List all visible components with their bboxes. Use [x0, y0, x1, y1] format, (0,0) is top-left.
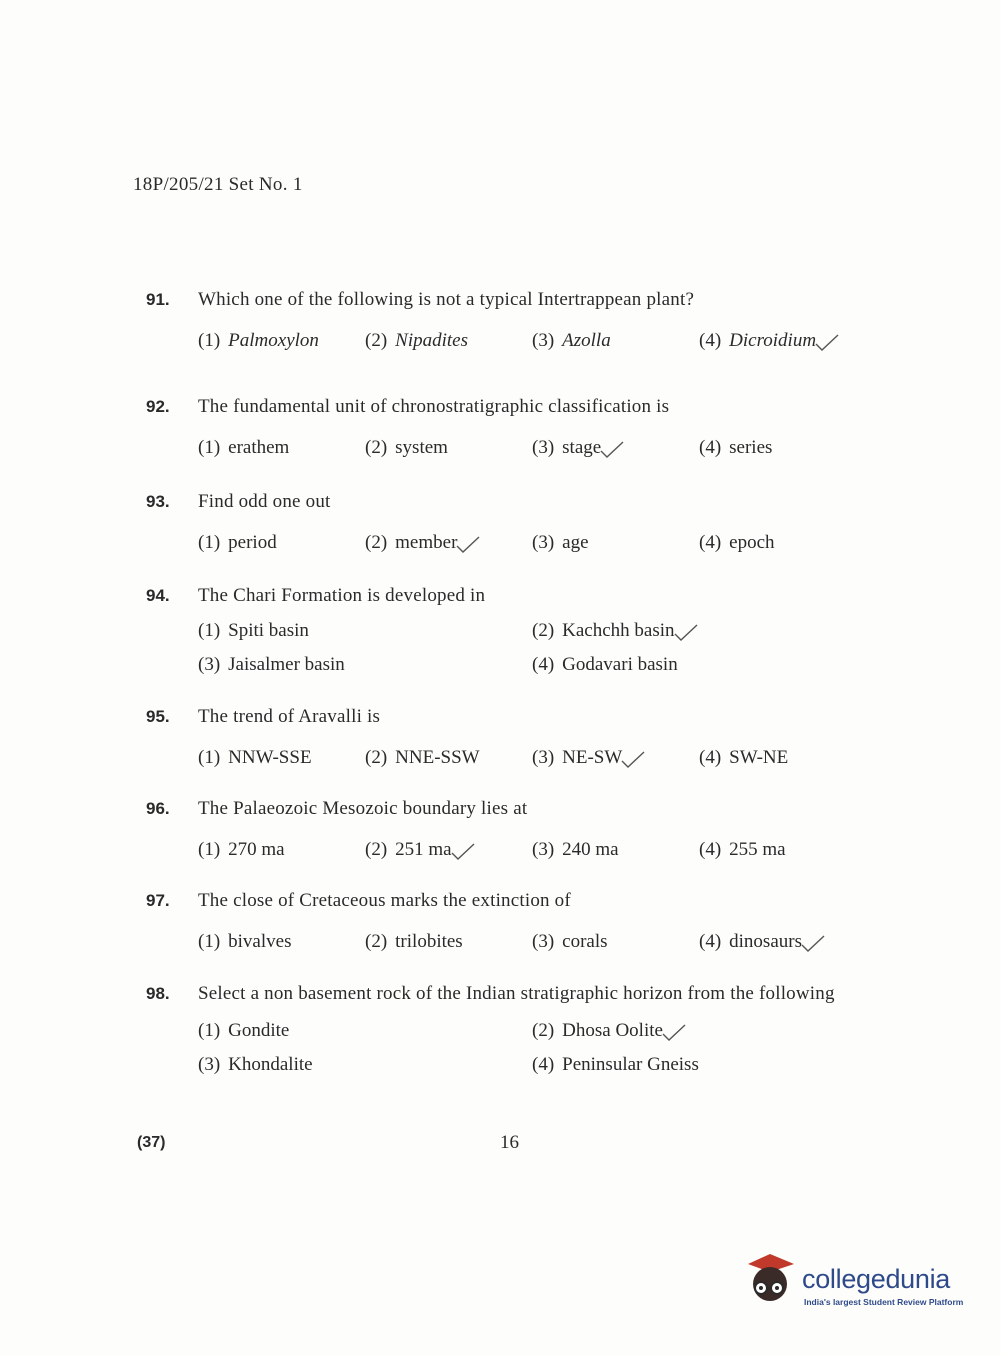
- question-number: 96.: [146, 799, 170, 818]
- question-95: [146, 705, 896, 769]
- question-text: The trend of Aravalli is: [198, 706, 381, 727]
- question-92: [146, 395, 896, 459]
- options: [198, 747, 896, 769]
- option-number: (2): [365, 532, 388, 553]
- option-text: Nipadites: [395, 330, 468, 351]
- question-text: Select a non basement rock of the Indian stratigraphic horizon from the following: [198, 983, 835, 1004]
- question-97: [146, 889, 896, 953]
- checkmark-icon: [620, 749, 646, 769]
- option-4: [532, 1054, 866, 1076]
- option-text: 240 ma: [562, 839, 619, 860]
- option-text: 251 ma: [395, 839, 452, 860]
- question-text: The Palaeozoic Mesozoic boundary lies at: [198, 798, 528, 819]
- option-number: (1): [198, 839, 221, 860]
- option-number: (3): [532, 330, 555, 351]
- option-number: (4): [532, 1054, 555, 1075]
- option-2: [365, 437, 532, 459]
- checkmark-icon: [661, 1022, 687, 1042]
- question-94: [146, 584, 896, 676]
- option-number: (1): [198, 532, 221, 553]
- option-text: member: [395, 532, 458, 553]
- option-text: Godavari basin: [562, 654, 678, 675]
- option-text: stage: [562, 437, 602, 458]
- question-number: 98.: [146, 984, 170, 1003]
- option-3: [532, 931, 699, 953]
- option-number: (2): [365, 747, 388, 768]
- option-4: [699, 532, 899, 554]
- checkmark-icon: [673, 622, 699, 642]
- option-number: (3): [532, 747, 555, 768]
- logo-tagline: India's largest Student Review Platform: [804, 1297, 964, 1307]
- option-number: (3): [198, 1054, 221, 1075]
- option-1: [198, 330, 365, 352]
- options: [198, 330, 896, 352]
- option-4: [699, 330, 899, 352]
- option-number: (3): [198, 654, 221, 675]
- options: [198, 532, 896, 554]
- question-text: The Chari Formation is developed in: [198, 585, 486, 606]
- option-number: (1): [198, 747, 221, 768]
- checkmark-icon: [800, 933, 826, 953]
- option-text: Khondalite: [228, 1054, 313, 1075]
- option-1: [198, 532, 365, 554]
- question-number: 94.: [146, 586, 170, 605]
- option-text: bivalves: [228, 931, 292, 952]
- question-number: 93.: [146, 492, 170, 511]
- option-4: [699, 747, 899, 769]
- option-3: [532, 330, 699, 352]
- option-3: [532, 437, 699, 459]
- option-number: (3): [532, 931, 555, 952]
- option-text: Peninsular Gneiss: [562, 1054, 699, 1075]
- option-number: (2): [365, 839, 388, 860]
- option-number: (4): [699, 532, 722, 553]
- option-1: [198, 839, 365, 861]
- option-text: Dhosa Oolite: [562, 1020, 663, 1041]
- option-text: 270 ma: [228, 839, 285, 860]
- option-1: [198, 747, 365, 769]
- option-2: [365, 747, 532, 769]
- option-3: [532, 532, 699, 554]
- question-96: [146, 797, 896, 861]
- option-text: epoch: [729, 532, 775, 553]
- option-2: [365, 330, 532, 352]
- option-2: [365, 931, 532, 953]
- option-text: Azolla: [562, 330, 611, 351]
- option-number: (2): [532, 1020, 555, 1041]
- option-text: NE-SW: [562, 747, 623, 768]
- option-text: system: [395, 437, 448, 458]
- option-4: [699, 437, 899, 459]
- question-text: The close of Cretaceous marks the extinction of: [198, 890, 571, 911]
- option-text: Dicroidium: [729, 330, 817, 351]
- option-number: (2): [532, 620, 555, 641]
- option-number: (1): [198, 620, 221, 641]
- option-number: (2): [365, 330, 388, 351]
- option-text: Kachchh basin: [562, 620, 675, 641]
- option-text: series: [729, 437, 773, 458]
- option-3: [198, 1054, 532, 1076]
- options: [198, 620, 896, 676]
- option-text: Gondite: [228, 1020, 290, 1041]
- question-text: Which one of the following is not a typical Intertrappean plant?: [198, 289, 695, 310]
- option-number: (4): [532, 654, 555, 675]
- option-4: [532, 654, 866, 676]
- option-2: [365, 532, 532, 554]
- option-number: (4): [699, 747, 722, 768]
- option-text: NNW-SSE: [228, 747, 312, 768]
- question-text: Find odd one out: [198, 491, 331, 512]
- option-text: SW-NE: [729, 747, 789, 768]
- paper-code: (37): [137, 1134, 166, 1151]
- option-text: age: [562, 532, 589, 553]
- mascot-icon: [742, 1250, 798, 1310]
- option-4: [699, 839, 899, 861]
- option-text: erathem: [228, 437, 290, 458]
- checkmark-icon: [450, 841, 476, 861]
- options: [198, 931, 896, 953]
- option-number: (1): [198, 437, 221, 458]
- option-1: [198, 931, 365, 953]
- options: [198, 437, 896, 459]
- question-number: 97.: [146, 891, 170, 910]
- question-91: [146, 288, 896, 352]
- option-number: (2): [365, 931, 388, 952]
- option-text: NNE-SSW: [395, 747, 480, 768]
- option-1: [198, 437, 365, 459]
- option-text: Spiti basin: [228, 620, 309, 641]
- option-text: period: [228, 532, 277, 553]
- question-number: 92.: [146, 397, 170, 416]
- checkmark-icon: [599, 439, 625, 459]
- checkmark-icon: [455, 534, 481, 554]
- option-3: [532, 839, 699, 861]
- option-number: (3): [532, 839, 555, 860]
- option-text: corals: [562, 931, 608, 952]
- option-number: (4): [699, 330, 722, 351]
- option-number: (4): [699, 437, 722, 458]
- question-number: 95.: [146, 707, 170, 726]
- option-number: (1): [198, 330, 221, 351]
- option-text: Palmoxylon: [228, 330, 319, 351]
- option-2: [532, 620, 866, 642]
- option-2: [532, 1020, 866, 1042]
- option-text: 255 ma: [729, 839, 786, 860]
- option-3: [532, 747, 699, 769]
- option-number: (3): [532, 437, 555, 458]
- option-1: [198, 620, 532, 642]
- page-number: 16: [500, 1132, 519, 1153]
- option-1: [198, 1020, 532, 1042]
- option-number: (4): [699, 839, 722, 860]
- option-text: dinosaurs: [729, 931, 802, 952]
- option-number: (1): [198, 1020, 221, 1041]
- option-number: (1): [198, 931, 221, 952]
- question-text: The fundamental unit of chronostratigraphic classification is: [198, 396, 670, 417]
- option-number: (2): [365, 437, 388, 458]
- logo-wordmark: collegedunia: [802, 1264, 951, 1294]
- question-93: [146, 490, 896, 554]
- option-text: trilobites: [395, 931, 463, 952]
- question-98: [146, 982, 896, 1076]
- collegedunia-logo: [742, 1250, 972, 1320]
- checkmark-icon: [814, 332, 840, 352]
- option-number: (3): [532, 532, 555, 553]
- option-3: [198, 654, 532, 676]
- set-number-header: 18P/205/21 Set No. 1: [133, 174, 303, 195]
- option-number: (4): [699, 931, 722, 952]
- option-text: Jaisalmer basin: [228, 654, 345, 675]
- options: [198, 1020, 896, 1076]
- option-2: [365, 839, 532, 861]
- option-4: [699, 931, 899, 953]
- options: [198, 839, 896, 861]
- question-number: 91.: [146, 290, 170, 309]
